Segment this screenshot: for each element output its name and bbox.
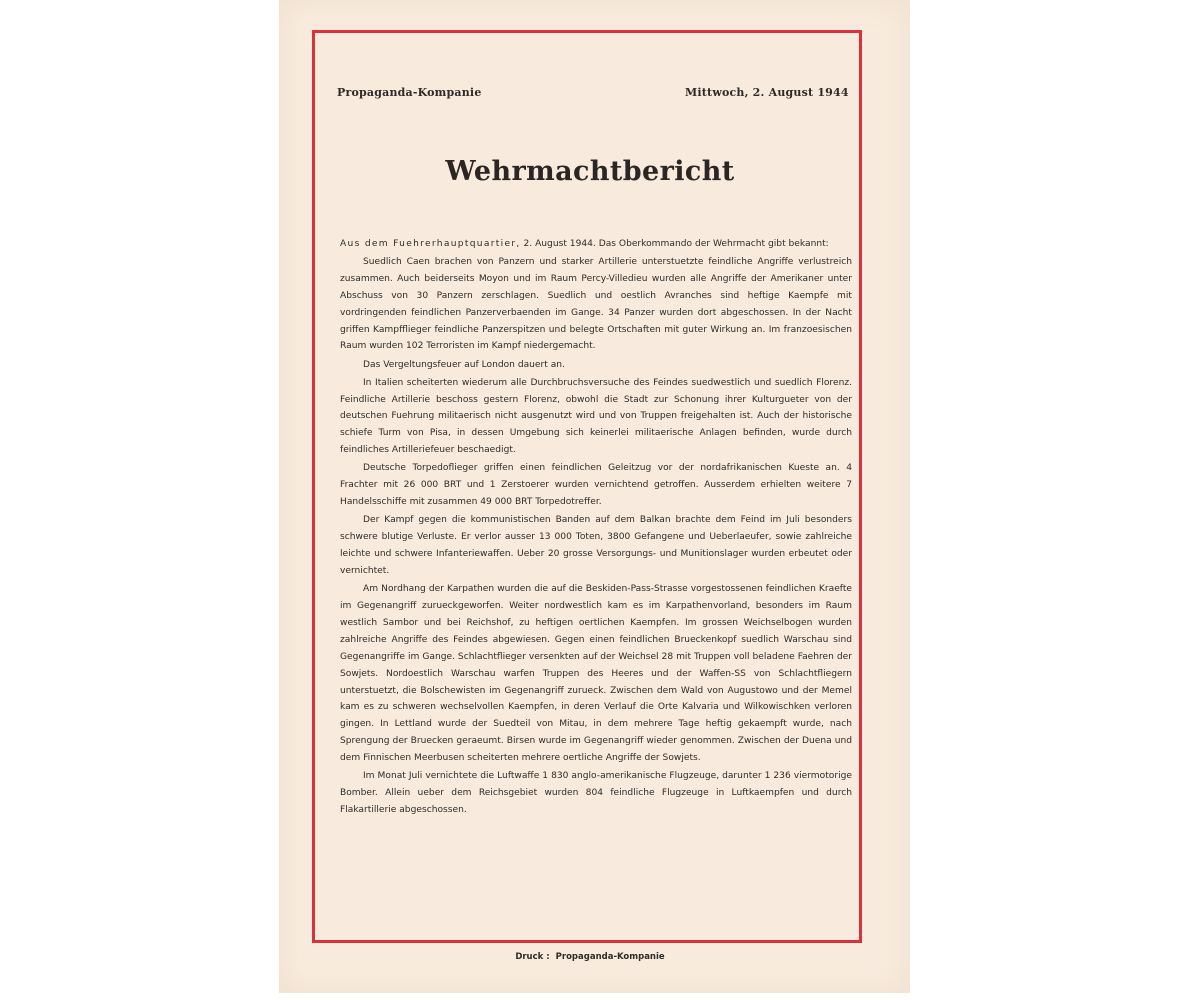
report-body (340, 236, 852, 820)
paragraph-torpedo: Deutsche Torpedoflieger griffen einen feindlichen Geleitzug vor der nordafrikanischen Kueste an. 4 Frachter mit 26 000 BRT und 1 Zerstoerer wurden vernichtend getroffen. Ausserdem erhielten weitere 7 Handelsschiffe mit zusammen 49 000 BRT Torpedotreffer. (340, 463, 852, 508)
paragraph-east-front: Am Nordhang der Karpathen wurden die auf die Beskiden-Pass-Strasse vorgestossenen feindlichen Kraefte im Gegenangriff zurueckgeworfen. Weiter nordwestlich kam es im Karpathenvorland, besonders im Raum westlich Sambor und bei Reichshof, zu heftigen oertlichen Kaempfen. Im grossen Weichselbogen wurden zahlreiche Angriffe des Feindes abgewiesen. Gegen einen feindlichen Brueckenkopf suedlich Warschau sind Gegenangriffe im Gange. Schlachtflieger versenkten auf der Weichsel 28 mit Truppen voll beladene Faehren der Sowjets. Nordoestlich Warschau warfen Truppen des Heeres und der Waffen-SS von Schlachtfliegern unterstuetzt, die Bolschewisten im Gegenangriff zurueck. Zwischen dem Wald von Augustowo und der Memel kam es zu schweren wechselvollen Kaempfen, in deren Verlauf die Orte Kalvaria und Wilkowischken verloren gingen. In Lettland wurde der Suedteil von Mitau, in dem mehrere Tage heftig gekaempft wurde, nach Sprengung der Bruecken geraeumt. Birsen wurde im Gegenangriff wieder genommen. Zwischen der Duena und dem Finnischen Meerbusen scheiterten mehrere oertliche Angriffe der Sowjets. (340, 584, 852, 764)
paragraph-italy: In Italien scheiterten wiederum alle Durchbruchsversuche des Feindes suedwestlich und suedlich Florenz. Feindliche Artillerie beschoss gestern Florenz, obwohl die Stadt zur Schonung ihrer Kulturgueter von der deutschen Fuehrung militaerisch nicht ausgenutzt wird und von Truppen freigehalten ist. Auch der historische schiefe Turm von Pisa, in dessen Umgebung sich keinerlei militaerische Anlagen befinden, wurde durch feindliches Artilleriefeuer beschaedigt. (340, 377, 852, 456)
header-date: Mittwoch, 2. August 1944 (685, 86, 849, 99)
intro-location: Aus dem Fuehrerhauptquartier, (340, 239, 521, 249)
document-title: Wehrmachtbericht (445, 156, 735, 187)
paragraph-balkan: Der Kampf gegen die kommunistischen Banden auf dem Balkan brachte dem Feind im Juli besonders schwere blutige Verluste. Er verlor ausser 13 000 Toten, 3800 Gefangene und Ueberlaeufer, sowie zahlreiche leichte und schwere Infanteriewaffen. Ueber 20 grosse Versorgungs- und Munitionslager wurden erbeutet oder vernichtet. (340, 515, 852, 576)
paragraph-west-front: Suedlich Caen brachen von Panzern und starker Artillerie unterstuetzte feindliche Angriffe verlustreich zusammen. Auch beiderseits Moyon und im Raum Percy-Villedieu wurden alle Angriffe der Amerikaner unter Abschuss von 30 Panzern zerschlagen. Suedlich und oestlich Avranches sind heftige Kaempfe mit vordringenden feindlichen Panzerverbaenden im Gange. 34 Panzer wurden dort abgeschossen. In der Nacht griffen Kampfflieger feindliche Panzerspitzen und belegte Ortschaften mit guter Wirkung an. Im franzoesischen Raum wurden 102 Terroristen im Kampf niedergemacht. (340, 256, 852, 352)
header-publisher: Propaganda-Kompanie (337, 86, 482, 99)
intro-paragraph (340, 236, 852, 253)
paragraph-london: Das Vergeltungsfeuer auf London dauert an. (363, 359, 565, 370)
footer-label: Druck : (515, 952, 550, 962)
intro-text: 2. August 1944. Das Oberkommando der Wehrmacht gibt bekannt: (520, 239, 829, 249)
print-footer (312, 952, 868, 962)
paragraph-luftwaffe: Im Monat Juli vernichtete die Luftwaffe 1 830 anglo-amerikanische Flugzeuge, darunter 1 236 viermotorige Bomber. Allein ueber dem Reichsgebiet wurden 804 feindliche Flugzeuge in Luftkaempfen und durch Flakartillerie abgeschossen. (340, 771, 852, 816)
footer-value: Propaganda-Kompanie (555, 952, 665, 962)
